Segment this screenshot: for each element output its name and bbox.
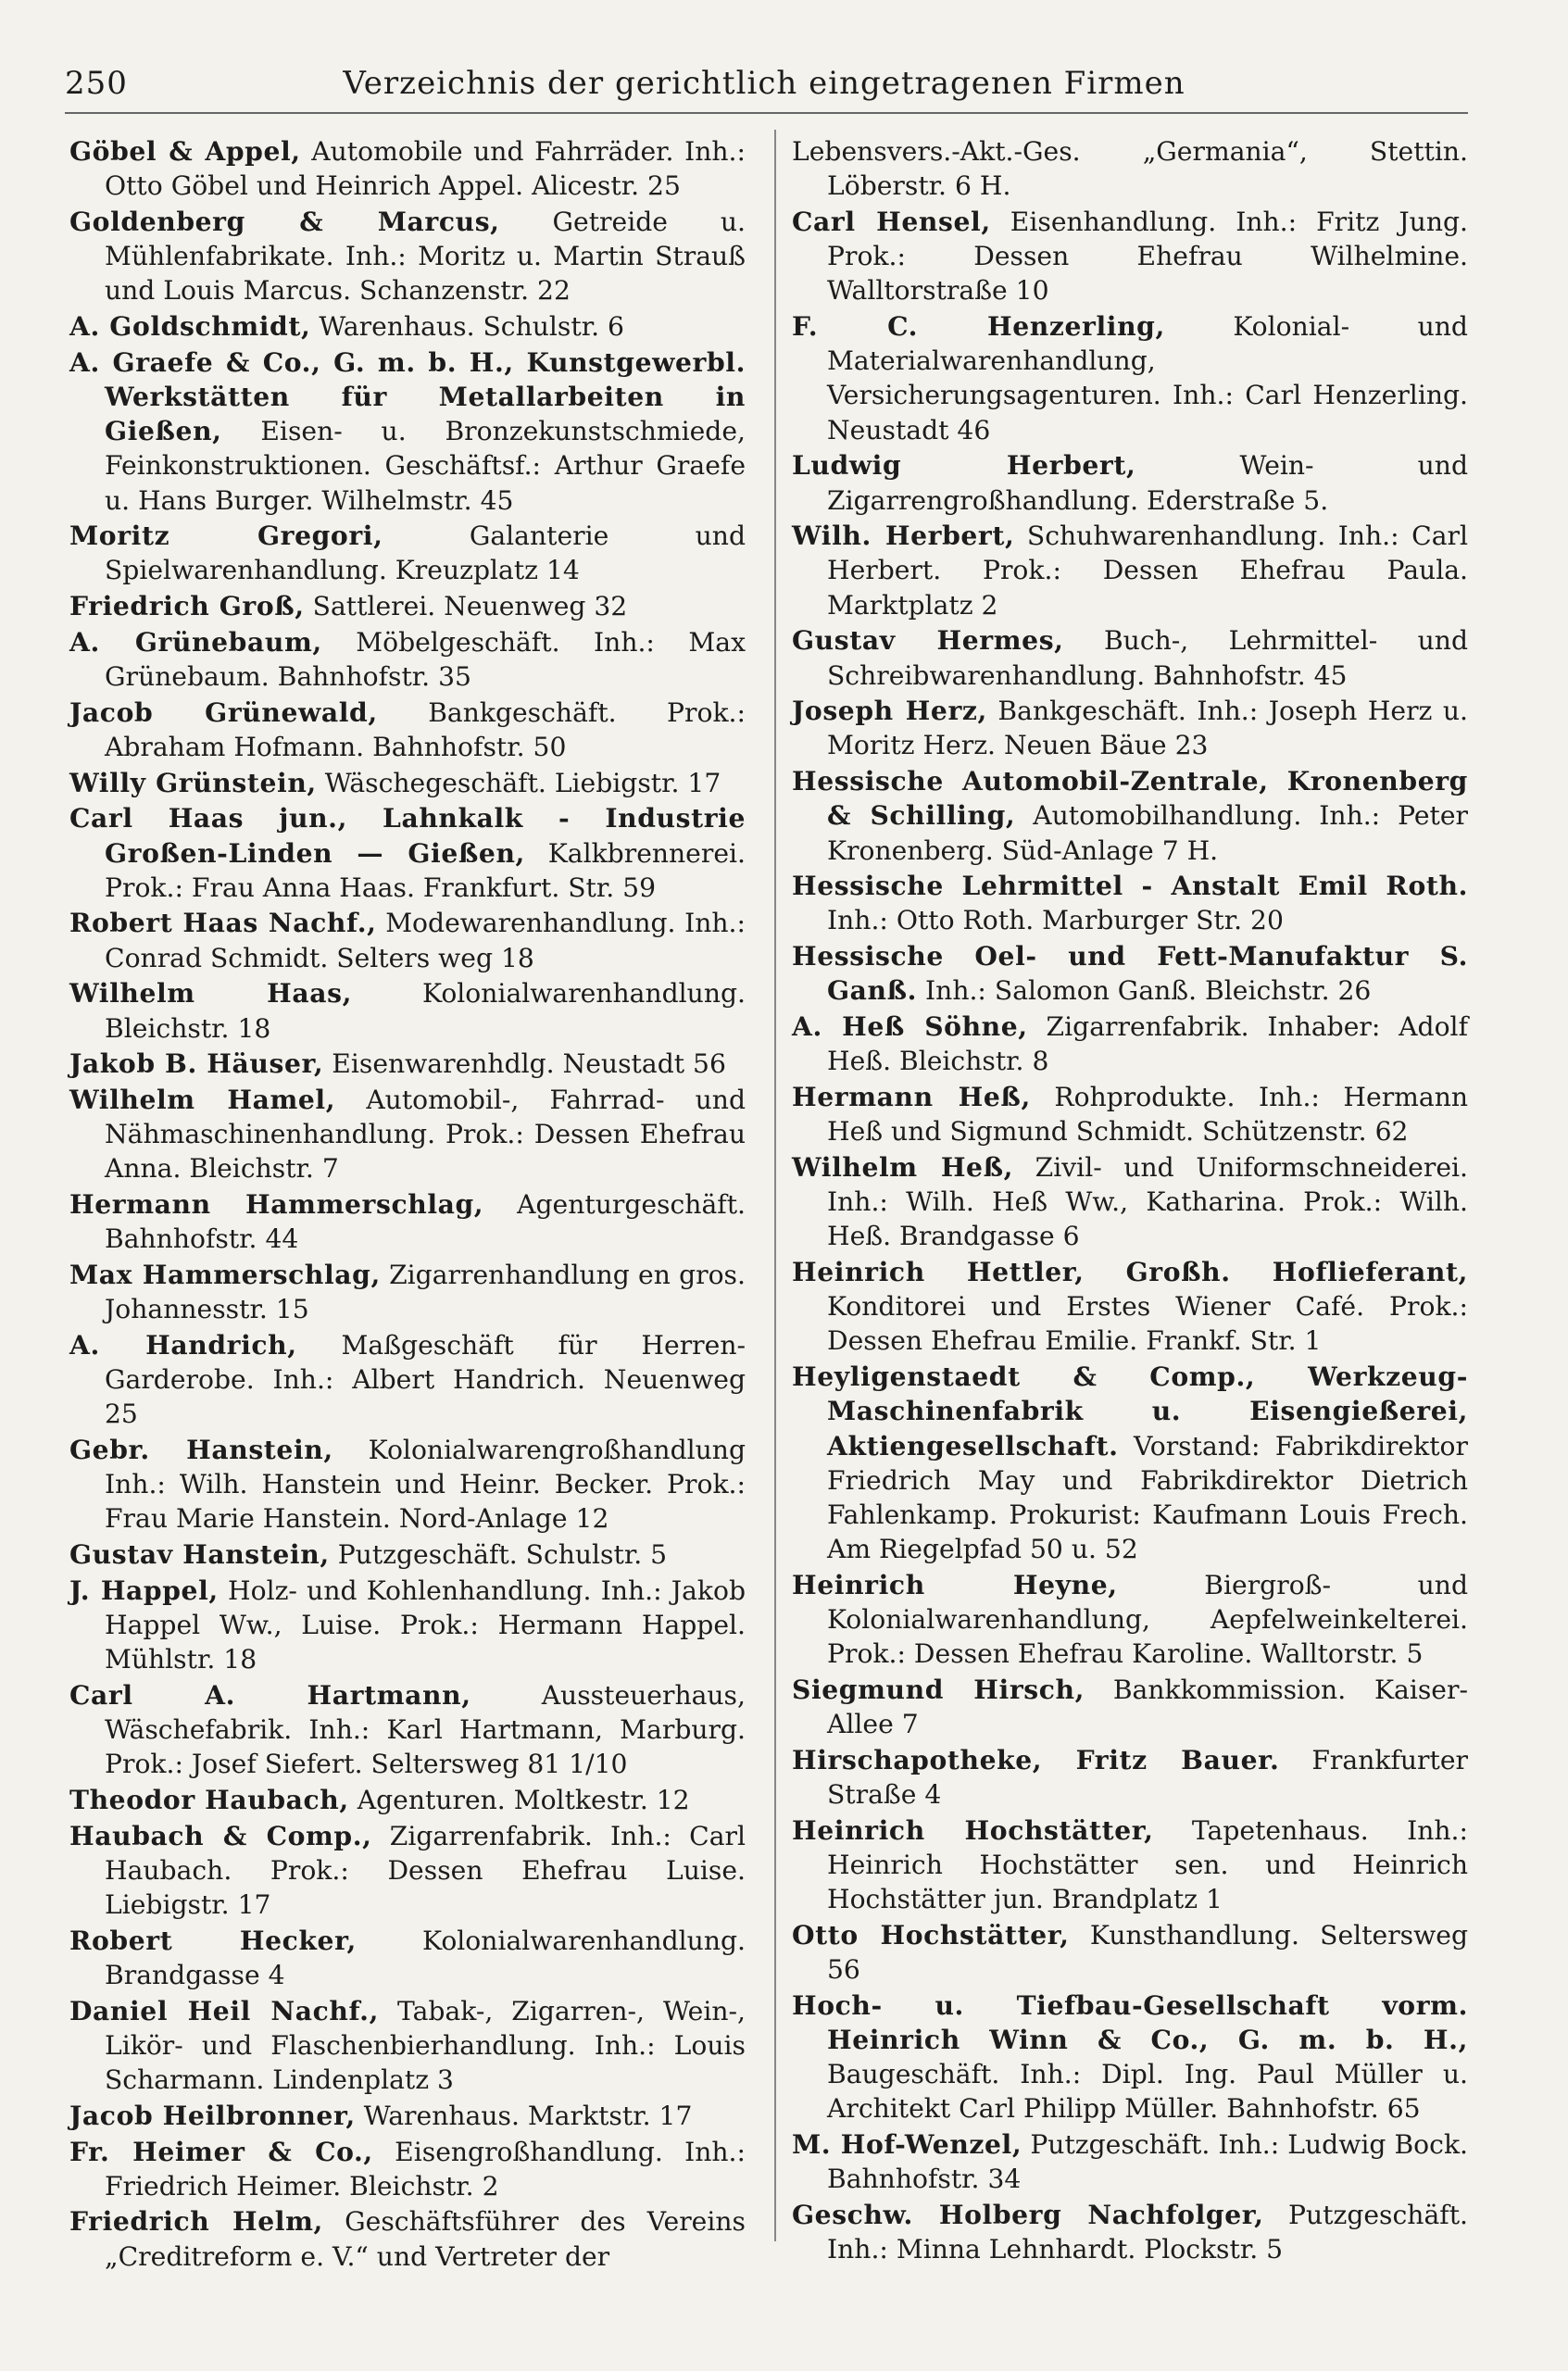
directory-entry [69,1328,746,1432]
directory-entry [69,1083,746,1186]
entry-text: Galanterie und Spielwarenhandlung. Kreuzplatz 14 [105,521,746,586]
firm-name: Daniel Heil Nachf., [69,1995,380,2026]
firm-name: Gustav Hanstein, [69,1539,330,1571]
entry-text: Warenhaus. Marktstr. 17 [363,2100,693,2131]
entry-text: Kalkbrennerei. Prok.: Frau Anna Haas. Frankfurt. Str. 59 [105,837,746,903]
entry-text: Warenhaus. Schulstr. 6 [319,311,624,343]
entry-text: Kolonialwarengroßhandlung Inh.: Wilh. Hanstein und Heinr. Becker. Prok.: Frau Marie Hanstein. Nord-Anlage 12 [105,1435,746,1535]
firm-name: A. Graefe & Co., G. m. b. H., Kunstgewerbl. Werkstätten für Metallarbeiten in Gießen, [69,346,746,447]
entry-text: Putzgeschäft. Inh.: Ludwig Bock. Bahnhofstr. 34 [827,2129,1468,2195]
entry-text: Aussteuerhaus, Wäschefabrik. Inh.: Karl Hartmann, Marburg. Prok.: Josef Siefert. Seltersweg 81 1/10 [105,1679,746,1780]
entry-text: Geschäftsführer des Vereins „Creditreform e. V.“ und Vertreter der [105,2206,746,2272]
directory-entry [69,1819,746,1923]
firm-name: Wilh. Herbert, [792,521,1015,552]
directory-entry [792,1988,1468,2126]
firm-name: Carl Hensel, [792,206,991,237]
directory-entry [69,2135,746,2203]
header-rule [65,112,1468,114]
firm-name: J. Happel, [69,1574,219,1606]
firm-name: Willy Grünstein, [69,767,317,798]
directory-entry [792,448,1468,517]
entry-text: Lebensvers.-Akt.-Ges. „Germania“, Stettin. Löberstr. 6 H. [792,136,1468,202]
firm-name: Hessische Lehrmittel - Anstalt Emil Roth. [792,871,1468,902]
running-title: Verzeichnis der gerichtlich eingetragenen Firmen [343,65,1185,102]
firm-name: Carl A. Hartmann, [69,1679,471,1711]
directory-entry [69,1047,746,1081]
entry-text: Bankgeschäft. Inh.: Joseph Herz u. Moritz Herz. Neuen Bäue 23 [827,696,1468,761]
directory-entry [69,205,746,308]
entry-text: Getreide u. Mühlenfabrikate. Inh.: Moritz u. Martin Strauß und Louis Marcus. Schanzenstr. 22 [105,206,746,307]
firm-name: M. Hof-Wenzel, [792,2129,1022,2161]
entry-text: Wein- und Zigarrengroßhandlung. Ederstraße 5. [827,450,1469,516]
entry-text: Eisenwarenhdlg. Neustadt 56 [332,1048,726,1080]
directory-entry [792,1568,1468,1672]
entry-text: Rohprodukte. Inh.: Hermann Heß und Sigmund Schmidt. Schützenstr. 62 [827,1081,1469,1148]
entry-text: Biergroß- und Kolonialwarenhandlung, Aepfelweinkelterei. Prok.: Dessen Ehefrau Karoline. Walltorstr. 5 [827,1569,1469,1670]
directory-entry [792,694,1468,762]
firm-name: A. Heß Söhne, [792,1011,1028,1043]
left-column [69,134,746,2275]
firm-name: Hirschapotheke, Fritz Bauer. [792,1744,1280,1775]
firm-name: Hessische Automobil-Zentrale, Kronenberg & Schilling, [792,766,1468,832]
firm-name: Joseph Herz, [792,696,987,727]
entry-text: Zigarrenhandlung en gros. Johannesstr. 15 [105,1260,746,1325]
firm-name: Jacob Grünewald, [69,696,378,728]
directory-entry [69,519,746,587]
firm-name: Wilhelm Heß, [792,1151,1014,1183]
directory-entry [69,1924,746,1992]
directory-entry [69,1994,746,2098]
firm-name: Robert Haas Nachf., [69,908,377,939]
entry-text: Zigarrenfabrik. Inhaber: Adolf Heß. Bleichstr. 8 [827,1011,1468,1077]
entry-text: Modewarenhandlung. Inh.: Conrad Schmidt. Selters weg 18 [105,908,746,973]
directory-entry [69,134,746,203]
directory-entry [69,309,746,344]
entry-text: Buch-, Lehrmittel- und Schreibwarenhandlung. Bahnhofstr. 45 [827,625,1469,691]
firm-name: Hoch- u. Tiefbau-Gesellschaft vorm. Heinrich Winn & Co., G. m. b. H., [792,1989,1468,2055]
directory-entry [792,939,1468,1008]
right-column [792,134,1468,2268]
firm-name: Hessische Oel- und Fett-Manufaktur S. Ganß. [792,941,1468,1007]
firm-name: Siegmund Hirsch, [792,1674,1085,1705]
directory-entry [69,2204,746,2273]
entry-text: Frankfurter Straße 4 [827,1744,1468,1811]
firm-name: Heinrich Heyne, [792,1569,1118,1600]
entry-text: Agenturen. Moltkestr. 12 [357,1785,690,1816]
entry-text: Maßgeschäft für Herren-Garderobe. Inh.: Albert Handrich. Neuenweg 25 [105,1329,746,1430]
firm-name: Heyligenstaedt & Comp., Werkzeug-Maschinenfabrik u. Eisengießerei, Aktiengesellschaft. [792,1361,1468,1461]
directory-entry [69,1258,746,1326]
directory-entry [792,205,1468,308]
directory-entry-continued [792,134,1468,203]
firm-name: Jacob Heilbronner, [69,2100,356,2131]
firm-name: Fr. Heimer & Co., [69,2136,373,2167]
entry-text: Zivil- und Uniformschneiderei. Inh.: Wilh. Heß Ww., Katharina. Prok.: Wilh. Heß. Brandgasse 6 [827,1151,1468,1252]
entry-text: Automobil-, Fahrrad- und Nähmaschinenhandlung. Prok.: Dessen Ehefrau Anna. Bleichstr. 7 [105,1084,746,1185]
firm-name: F. C. Henzerling, [792,311,1165,343]
directory-entry [69,976,746,1045]
directory-entry [69,345,746,518]
entry-text: Tapetenhaus. Inh.: Heinrich Hochstätter sen. und Heinrich Hochstätter jun. Brandplatz 1 [827,1814,1468,1915]
entry-text: Zigarrenfabrik. Inh.: Carl Haubach. Prok.: Dessen Ehefrau Luise. Liebigstr. 17 [105,1820,746,1921]
directory-entry [69,1678,746,1782]
firm-name: A. Handrich, [69,1329,297,1361]
directory-entry [792,1743,1468,1812]
firm-name: Wilhelm Haas, [69,978,353,1010]
directory-entry [792,519,1468,622]
directory-entry [792,1673,1468,1741]
firm-name: Friedrich Helm, [69,2206,323,2238]
entry-text: Bankgeschäft. Prok.: Abraham Hofmann. Bahnhofstr. 50 [105,696,746,762]
firm-name: Goldenberg & Marcus, [69,206,500,237]
firm-name: Moritz Gregori, [69,521,383,552]
entry-text: Agenturgeschäft. Bahnhofstr. 44 [105,1189,746,1255]
directory-entry [792,623,1468,692]
directory-entry [69,1433,746,1537]
firm-name: Wilhelm Hamel, [69,1084,336,1115]
firm-name: Carl Haas jun., Lahnkalk - Industrie Großen-Linden — Gießen, [69,803,746,869]
directory-entry [792,1255,1468,1359]
directory-entry [69,1187,746,1256]
firm-name: A. Grünebaum, [69,626,322,658]
directory-entry [792,869,1468,937]
entry-text: Kolonialwarenhandlung. Brandgasse 4 [105,1925,746,1991]
directory-entry [69,801,746,905]
entry-text: Automobile und Fahrräder. Inh.: Otto Göbel und Heinrich Appel. Alicestr. 25 [105,136,746,202]
page-header [65,65,1463,111]
directory-entry [792,1010,1468,1078]
firm-name: Ludwig Herbert, [792,450,1136,482]
directory-entry [792,764,1468,868]
directory-entry [792,1813,1468,1917]
entry-text: Wäschegeschäft. Liebigstr. 17 [324,767,721,798]
entry-text: Inh.: Salomon Ganß. Bleichstr. 26 [925,975,1372,1007]
firm-name: Gustav Hermes, [792,625,1064,657]
entry-text: Automobilhandlung. Inh.: Peter Kronenberg. Süd-Anlage 7 H. [827,800,1468,866]
entry-text: Inh.: Otto Roth. Marburger Str. 20 [827,905,1284,936]
entry-text: Bankkommission. Kaiser-Allee 7 [827,1674,1468,1740]
entry-text: Sattlerei. Neuenweg 32 [312,591,628,622]
firm-name: Otto Hochstätter, [792,1919,1070,1951]
firm-name: Göbel & Appel, [69,136,301,167]
entry-text: Eisenhandlung. Inh.: Fritz Jung. Prok.: Dessen Ehefrau Wilhelmine. Walltorstraße 10 [827,206,1468,307]
firm-name: Heinrich Hettler, Großh. Hoflieferant, [792,1257,1468,1287]
firm-name: Max Hammerschlag, [69,1260,381,1290]
page-number: 250 [65,65,128,102]
firm-name: Heinrich Hochstätter, [792,1814,1154,1846]
directory-entry [69,589,746,623]
directory-entry [792,1360,1468,1566]
directory-entry [69,1783,746,1817]
entry-text: Kunsthandlung. Seltersweg 56 [827,1919,1468,1986]
directory-entry [792,1080,1468,1148]
entry-text: Putzgeschäft. Inh.: Minna Lehnhardt. Plockstr. 5 [827,2199,1468,2265]
firm-name: A. Goldschmidt, [69,311,311,343]
directory-entry [792,1150,1468,1254]
entry-text: Kolonialwarenhandlung. Bleichstr. 18 [105,978,746,1044]
directory-entry [792,2127,1468,2196]
entry-text: Kolonial- und Materialwarenhandlung, Versicherungsagenturen. Inh.: Carl Henzerling. Neustadt 46 [827,311,1468,445]
entry-text: Baugeschäft. Inh.: Dipl. Ing. Paul Müller u. Architekt Carl Philipp Müller. Bahnhofstr. 65 [827,2059,1468,2125]
directory-entry [792,2198,1468,2266]
directory-entry [792,309,1468,447]
firm-name: Robert Hecker, [69,1925,357,1956]
firm-name: Hermann Hammerschlag, [69,1189,484,1221]
directory-entry [69,1537,746,1572]
directory-entry [69,766,746,800]
entry-text: Vorstand: Fabrikdirektor Friedrich May und Fabrikdirektor Dietrich Fahlenkamp. Prokurist: Kaufmann Louis Frech. Am Riegelpfad 50 u. 52 [827,1430,1468,1565]
column-divider [774,130,776,2241]
firm-name: Geschw. Holberg Nachfolger, [792,2199,1264,2230]
entry-text: Putzgeschäft. Schulstr. 5 [337,1539,668,1571]
entry-text: Möbelgeschäft. Inh.: Max Grünebaum. Bahnhofstr. 35 [105,626,746,693]
firm-name: Hermann Heß, [792,1081,1031,1112]
firm-name: Theodor Haubach, [69,1785,349,1816]
entry-text: Eisen- u. Bronzekunstschmiede, Feinkonstruktionen. Geschäftsf.: Arthur Graefe u. Hans Burger. Wilhelmstr. 45 [105,416,746,516]
directory-entry [69,906,746,974]
directory-entry [69,2099,746,2133]
firm-name: Gebr. Hanstein, [69,1435,333,1466]
entry-text: Holz- und Kohlenhandlung. Inh.: Jakob Happel Ww., Luise. Prok.: Hermann Happel. Mühlstr. 18 [105,1574,746,1675]
firm-name: Friedrich Groß, [69,591,305,622]
directory-entry [69,625,746,694]
entry-text: Konditorei und Erstes Wiener Café. Prok.: Dessen Ehefrau Emilie. Frankf. Str. 1 [827,1291,1468,1357]
entry-text: Eisengroßhandlung. Inh.: Friedrich Heimer. Bleichstr. 2 [105,2136,746,2202]
firm-name: Jakob B. Häuser, [69,1048,324,1080]
directory-entry [69,1574,746,1677]
directory-entry [69,696,746,764]
directory-entry [792,1918,1468,1987]
firm-name: Haubach & Comp., [69,1820,372,1851]
entry-text: Schuhwarenhandlung. Inh.: Carl Herbert. Prok.: Dessen Ehefrau Paula. Marktplatz 2 [827,521,1468,621]
entry-text: Tabak-, Zigarren-, Wein-, Likör- und Flaschenbierhandlung. Inh.: Louis Scharmann. Lindenplatz 3 [105,1995,746,2096]
